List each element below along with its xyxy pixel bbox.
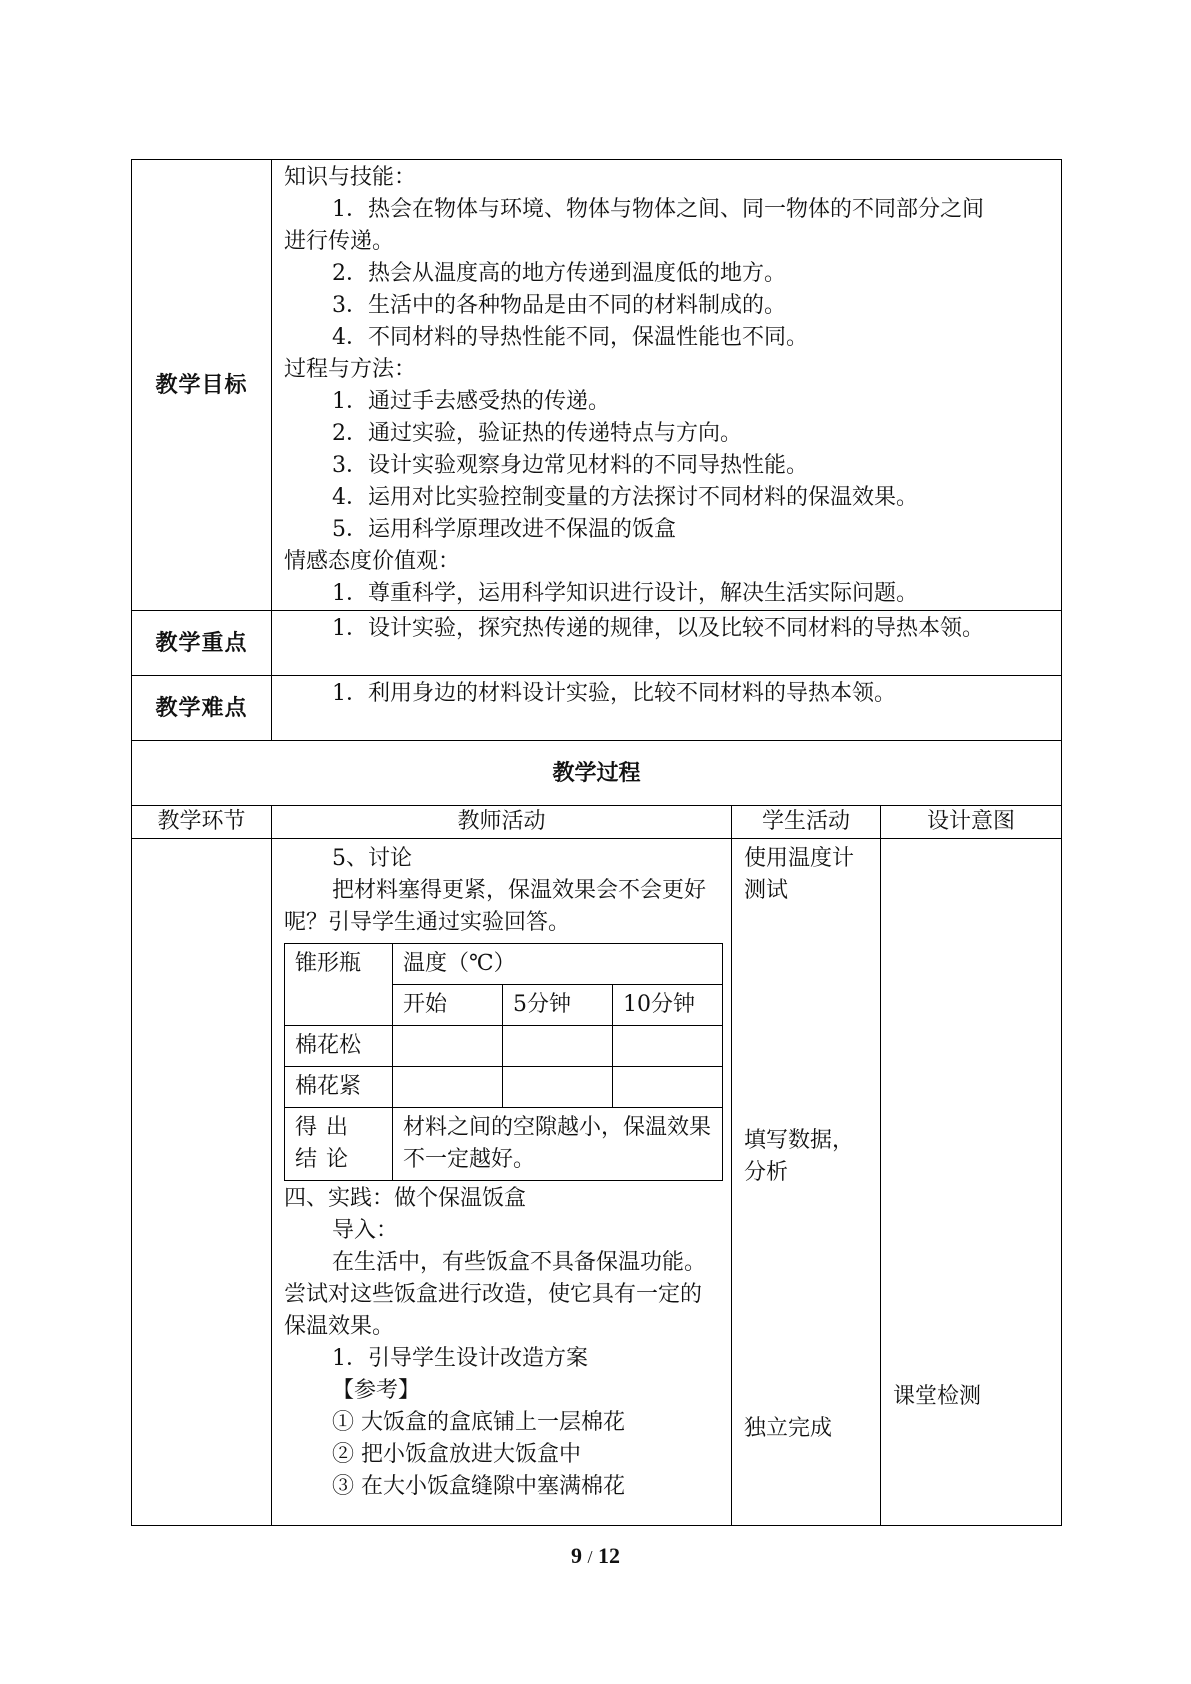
practice-title: 四、实践：做个保温饭盒 — [284, 1186, 527, 1211]
knowledge-item-1: 1．热会在物体与环境、物体与物体之间、同一物体的不同部分之间 — [332, 197, 984, 222]
student-activity-cell — [732, 839, 881, 1526]
key-points-label: 教学重点 — [132, 611, 272, 676]
intro-text: 在生活中，有些饭盒不具备保温功能。尝试对这些饭盒进行改造，使它具有一定的保温效果。 — [284, 1250, 707, 1339]
row-cotton-loose: 棉花松 — [285, 1026, 393, 1067]
student-item-1: 使用温度计测试 — [744, 846, 855, 903]
header-time-5min: 5分钟 — [503, 985, 613, 1026]
key-points-row — [132, 611, 1062, 676]
knowledge-item-2: 2．热会从温度高的地方传递到温度低的地方。 — [332, 261, 786, 286]
intent-item-1: 课堂检测 — [893, 1384, 982, 1409]
knowledge-item-3: 3．生活中的各种物品是由不同的材料制成的。 — [332, 293, 786, 318]
student-item-2: 填写数据，分析 — [744, 1128, 855, 1185]
key-points-text: 1．设计实验，探究热传递的规律，以及比较不同材料的导热本领。 — [332, 616, 984, 641]
page-number — [0, 1543, 1191, 1569]
key-points-content — [272, 611, 1062, 676]
header-time-10min: 10分钟 — [613, 985, 723, 1026]
page-current: 9 — [570, 1543, 582, 1568]
teacher-activity-cell — [272, 839, 732, 1526]
reference-item-1: ① 大饭盒的盒底铺上一层棉花 — [332, 1410, 625, 1435]
knowledge-item-1-cont: 进行传递。 — [284, 229, 395, 254]
col-student: 学生活动 — [732, 806, 881, 839]
temperature-table — [284, 943, 723, 1181]
reference-item-2: ② 把小饭盒放进大饭盒中 — [332, 1442, 581, 1467]
page-total: 12 — [598, 1543, 620, 1568]
cell-empty — [613, 1026, 723, 1067]
process-title: 教学过程 — [132, 741, 1062, 806]
objectives-content — [272, 160, 1062, 611]
process-heading: 过程与方法： — [284, 357, 417, 382]
cell-empty — [613, 1067, 723, 1108]
process-item-4: 4．运用对比实验控制变量的方法探讨不同材料的保温效果。 — [332, 485, 918, 510]
cell-empty — [503, 1026, 613, 1067]
guide-text: 1．引导学生设计改造方案 — [332, 1346, 588, 1371]
process-item-3: 3．设计实验观察身边常见材料的不同导热性能。 — [332, 453, 808, 478]
intro-label: 导入： — [332, 1218, 399, 1243]
reference-label: 【参考】 — [332, 1378, 421, 1403]
discussion-text: 把材料塞得更紧，保温效果会不会更好呢？引导学生通过实验回答。 — [284, 878, 707, 935]
header-temperature: 温度（℃） — [393, 944, 723, 985]
process-item-5: 5．运用科学原理改进不保温的饭盒 — [332, 517, 676, 542]
cell-empty — [393, 1026, 503, 1067]
col-stage: 教学环节 — [132, 806, 272, 839]
emotion-heading: 情感态度价值观： — [284, 549, 461, 574]
reference-item-3: ③ 在大小饭盒缝隙中塞满棉花 — [332, 1474, 625, 1499]
knowledge-item-4: 4．不同材料的导热性能不同，保温性能也不同。 — [332, 325, 808, 350]
conclusion-text: 材料之间的空隙越小，保温效果不一定越好。 — [393, 1108, 723, 1181]
discussion-title: 5、讨论 — [332, 846, 412, 871]
design-intent-cell — [881, 839, 1062, 1526]
knowledge-heading: 知识与技能： — [284, 165, 417, 190]
objectives-label: 教学目标 — [132, 160, 272, 611]
col-teacher: 教师活动 — [272, 806, 732, 839]
difficulties-label: 教学难点 — [132, 676, 272, 741]
header-flask: 锥形瓶 — [285, 944, 393, 1026]
difficulties-text: 1．利用身边的材料设计实验，比较不同材料的导热本领。 — [332, 681, 896, 706]
header-time-start: 开始 — [393, 985, 503, 1026]
stage-cell — [132, 839, 272, 1526]
process-item-2: 2．通过实验，验证热的传递特点与方向。 — [332, 421, 742, 446]
page-separator: / — [587, 1547, 593, 1567]
cell-empty — [503, 1067, 613, 1108]
student-item-3: 独立完成 — [744, 1416, 833, 1441]
process-title-row — [132, 741, 1062, 806]
conclusion-label: 得出结论 — [285, 1108, 393, 1181]
lesson-plan-table — [131, 159, 1062, 1526]
column-header-row — [132, 806, 1062, 839]
difficulties-row — [132, 676, 1062, 741]
cell-empty — [393, 1067, 503, 1108]
difficulties-content — [272, 676, 1062, 741]
row-cotton-tight: 棉花紧 — [285, 1067, 393, 1108]
process-body-row — [132, 839, 1062, 1526]
process-item-1: 1．通过手去感受热的传递。 — [332, 389, 610, 414]
objectives-row — [132, 160, 1062, 611]
col-intent: 设计意图 — [881, 806, 1062, 839]
emotion-item-1: 1．尊重科学，运用科学知识进行设计，解决生活实际问题。 — [332, 581, 918, 606]
